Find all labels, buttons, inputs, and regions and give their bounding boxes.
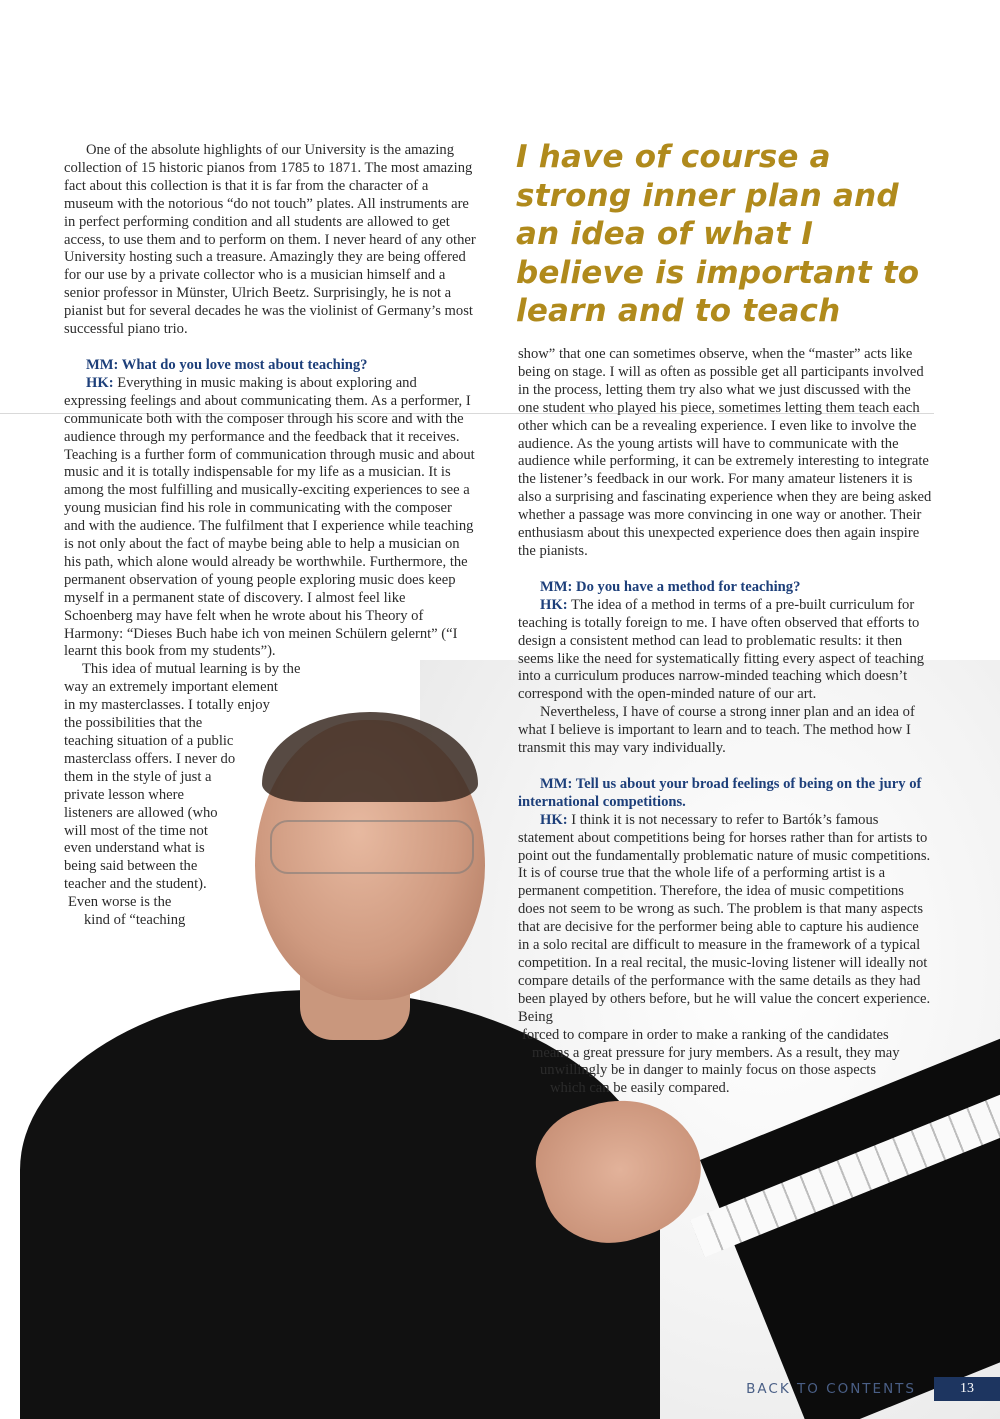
wrap-line: This idea of mutual learning is by the bbox=[82, 661, 301, 678]
wrap-line: teacher and the student). bbox=[64, 876, 207, 893]
intro-paragraph: One of the absolute highlights of our University is the amazing collection of 15 historic pianos from 1785 to 1871. The most amazing fact about this collection is that it is far from the character of a museum with the notorious “do not touch” plates. All instruments are in perfect performing condition and all students are allowed to get access, to use them and to perform on them. I never heard of any other University hosting such a treasure. Amazingly they are being offered for our use by a private collector who is a musician himself and a senior professor in Münster, Ulrich Beetz. Surprisingly, he is not a pianist but for several decades he was the violinist of Germany’s most successful piano trio. bbox=[64, 142, 476, 338]
question-method: MM: Do you have a method for teaching? bbox=[540, 578, 801, 595]
wrap-line: means a great pressure for jury members. As a result, they may bbox=[532, 1044, 900, 1061]
wrap-line: kind of “teaching bbox=[84, 912, 186, 929]
answer-jury-tail bbox=[518, 1027, 932, 1099]
wrap-line: Even worse is the bbox=[68, 894, 172, 911]
answer-method bbox=[518, 597, 932, 704]
wrap-line: in my masterclasses. I totally enjoy bbox=[64, 697, 270, 714]
answer-jury bbox=[518, 812, 932, 1027]
continued-paragraph: show” that one can sometimes observe, when the “master” acts like being on stage. I will as often as possible get all participants involved in the process, letting them try also what we just discussed with the one student who played his piece, sometimes letting them teach each other which can be a revealing experience. I even like to involve the audience. As the young artists will have to communicate with the audience while performing, it can be extremely interesting to integrate the listener’s feedback in our work. For many amateur listeners it is also a surprising and fascinating experience when they are being asked whether a passage was more convincing in one way or another. Their enthusiasm about this unexpected experience does then again inspire the pianists. bbox=[518, 346, 932, 559]
right-column bbox=[518, 346, 932, 1098]
left-column bbox=[64, 142, 476, 930]
page-number: 13 bbox=[934, 1377, 1000, 1401]
wrap-line: which can be easily compared. bbox=[550, 1080, 730, 1097]
answer-teaching-love bbox=[64, 375, 476, 662]
wrap-line: teaching situation of a public bbox=[64, 733, 234, 749]
wrap-line: them in the style of just a bbox=[64, 768, 212, 785]
question-teaching-love: MM: What do you love most about teaching? bbox=[86, 356, 368, 373]
answer-text: Everything in music making is about exploring and expressing feelings and about communicating them. As a performer, I communicate both with the composer through his score and with the audience through my performance and the feedback that it receives. Teaching is a further form of communication through music and about music and it is totally indispensable for my life as a musician. It is among the most fulfilling and musically-exciting experiences to see a young musician find his role in communicating with the composer and with the audience. The fulfilment that I experience while teaching is not only about the fact of maybe being able to help a musician on his path, which alone would already be worthwhile. Furthermore, the permanent observation of young people exploring music does keep myself in a permanent state of discovery. I almost feel like Schoenberg may have felt when he wrote about his Theory of Harmony: “Dieses Buch habe ich von meinen Schülern gelernt” (“I learnt this book from my students”). bbox=[64, 374, 475, 660]
wrap-line: the possibilities that the bbox=[64, 715, 203, 732]
wrap-line: private lesson where bbox=[64, 786, 184, 803]
answer-text: The idea of a method in terms of a pre-built curriculum for teaching is totally foreign to me. I have often observed that efforts to design a consistent method can lead to problematic results: it then seems like the need for systematically fitting every aspect of teaching into a curriculum produces narrow-minded teaching which doesn’t correspond with the open-minded nature of our art. bbox=[518, 596, 925, 703]
wrap-line: will most of the time not bbox=[64, 822, 208, 839]
answer-lead: HK: bbox=[540, 596, 568, 613]
answer-text: I think it is not necessary to refer to Bartók’s famous statement about competitions being for horses rather than for artists to point out the fundamentally problematic nature of music competitions. It is of course true that the whole life of a performing artist is a permanent competition. Therefore, the idea of music competitions does not seem to be wrong as such. The problem is that many aspects that are decisive for the performer being able to capture his audience in a solo recital are difficult to measure in the framework of a typical competition. In a real recital, the music-loving listener will ideally not compare details of the performance with the same details as they had been played by others before, but he will value the concert experience. Being bbox=[518, 811, 931, 1025]
wrap-line: unwillingly be in danger to mainly focus on those aspects bbox=[540, 1062, 876, 1079]
wrap-line: listeners are allowed (who bbox=[64, 804, 218, 821]
pull-quote: I have of course a strong inner plan and an idea of what I believe is important to learn and to teach bbox=[516, 139, 920, 329]
wrapped-paragraph bbox=[64, 661, 476, 930]
wrap-line: masterclass offers. I never do bbox=[64, 750, 236, 767]
answer-lead: HK: bbox=[86, 374, 114, 391]
question-jury: MM: Tell us about your broad feelings of being on the jury of international competitions. bbox=[518, 775, 922, 810]
wrap-line: even understand what is bbox=[64, 840, 205, 857]
wrap-line: way an extremely important element bbox=[64, 679, 278, 696]
back-to-contents-link[interactable]: BACK TO CONTENTS bbox=[746, 1381, 916, 1397]
method-paragraph: Nevertheless, I have of course a strong inner plan and an idea of what I believe is important to learn and to teach. The method how I transmit this may vary individually. bbox=[518, 704, 915, 757]
wrap-line: being said between the bbox=[64, 858, 198, 875]
wrap-line: forced to compare in order to make a ranking of the candidates bbox=[522, 1026, 889, 1043]
answer-lead: HK: bbox=[540, 811, 568, 828]
page-footer bbox=[746, 1375, 1000, 1403]
